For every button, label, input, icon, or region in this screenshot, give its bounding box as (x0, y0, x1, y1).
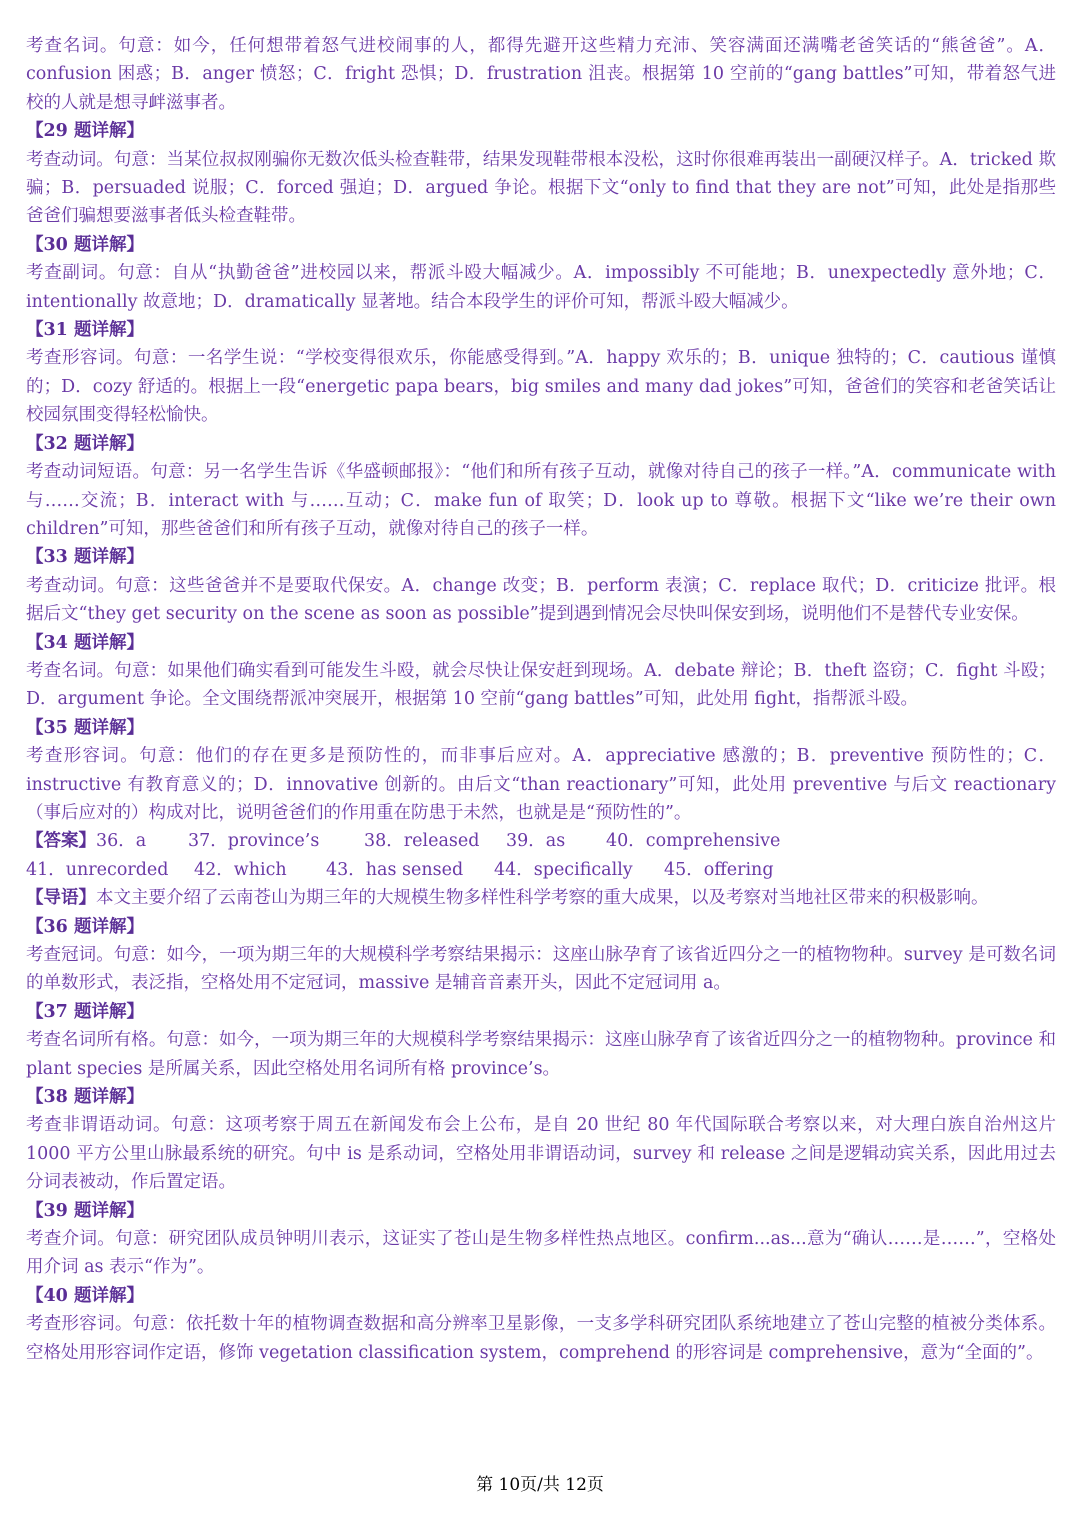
question-heading: 【34 题详解】 (26, 632, 144, 653)
answer-key (26, 827, 1056, 884)
question-heading: 【39 题详解】 (26, 1200, 144, 1221)
answer-item: 44．specifically (494, 859, 633, 880)
explanations-part-2 (26, 884, 1056, 1367)
answer-item: 36．a (96, 831, 147, 852)
answer-label: 【答案】 (26, 831, 96, 852)
explanation-paragraph: 考查冠词。句意：如今，一项为期三年的大规模科学考察结果揭示：这座山脉孕育了该省近四分之一的植物物种。survey 是可数名词的单数形式，表泛指，空格处用不定冠词，massive 是辅音音素开头，因此不定冠词用 a。 (26, 945, 1056, 994)
explanation-paragraph: 考查动词。句意：当某位叔叔刚骗你无数次低头检查鞋带，结果发现鞋带根本没松，这时你很难再装出一副硬汉样子。A．tricked 欺骗；B．persuaded 说服；C．forced 强迫；D．argued 争论。根据下文“only to find that they are not”可知，此处是指那些爸爸们骗想要滋事者低头检查鞋带。 (26, 149, 1056, 227)
question-heading: 【35 题详解】 (26, 717, 144, 738)
introduction-paragraph (26, 884, 1056, 912)
question-heading: 【29 题详解】 (26, 121, 144, 142)
explanation-paragraph: 考查非谓语动词。句意：这项考察于周五在新闻发布会上公布，是自 20 世纪 80 年代国际联合考察以来，对大理白族自治州这片 1000 平方公里山脉最系统的研究。句中 is 是系动词，空格处用非谓语动词，survey 和 release 之间是逻辑动宾关系，因此用过去分词表被动，作后置定语。 (26, 1115, 1056, 1193)
question-heading: 【36 题详解】 (26, 916, 144, 937)
question-heading: 【37 题详解】 (26, 1001, 144, 1022)
answer-item: 41．unrecorded (26, 859, 169, 880)
question-heading: 【40 题详解】 (26, 1285, 144, 1306)
answer-item: 37．province’s (188, 831, 320, 852)
question-heading: 【32 题详解】 (26, 433, 144, 454)
page-footer: 第 10页/共 12页 (476, 1475, 604, 1495)
answer-row-2 (26, 856, 1056, 884)
question-heading: 【38 题详解】 (26, 1087, 144, 1108)
document-body (26, 32, 1056, 1367)
explanation-paragraph: 考查介词。句意：研究团队成员钟明川表示，这证实了苍山是生物多样性热点地区。confirm...as...意为“确认……是……”，空格处用介词 as 表示“作为”。 (26, 1229, 1056, 1278)
explanation-paragraph: 考查形容词。句意：他们的存在更多是预防性的，而非事后应对。A．appreciative 感激的；B．preventive 预防性的；C．instructive 有教育意义的；D．innovative 创新的。由后文“than reactionary”可知，此处用 preventive 与后文 reactionary（事后应对的）构成对比，说明爸爸们的作用重在防患于未然，也就是是“预防性的”。 (26, 746, 1056, 823)
explanation-paragraph: 考查形容词。句意：依托数十年的植物调查数据和高分辨率卫星影像，一支多学科研究团队系统地建立了苍山完整的植被分类体系。空格处用形容词作定语，修饰 vegetation classification system，comprehend 的形容词是 comprehensive，意为“全面的”。 (26, 1314, 1056, 1363)
explanation-paragraph: 考查名词。句意：如果他们确实看到可能发生斗殴，就会尽快让保安赶到现场。A．debate 辩论；B．theft 盗窃；C．fight 斗殴；D．argument 争论。全文围绕帮派冲突展开，根据第 10 空前“gang battles”可知，此处用 fight，指帮派斗殴。 (26, 660, 1056, 710)
question-heading: 【31 题详解】 (26, 320, 144, 341)
question-heading: 【33 题详解】 (26, 547, 144, 568)
answer-item: 38．released (364, 831, 480, 852)
introduction-label: 【导语】 (26, 888, 96, 909)
introduction-text: 本文主要介绍了云南苍山为期三年的大规模生物多样性科学考察的重大成果，以及考察对当地社区带来的积极影响。 (96, 888, 989, 909)
answer-item: 42．which (194, 859, 287, 880)
answer-item: 40．comprehensive (606, 831, 781, 852)
explanation-paragraph: 考查动词短语。句意：另一名学生告诉《华盛顿邮报》：“他们和所有孩子互动，就像对待自己的孩子一样。”A．communicate with 与……交流；B．interact with 与……互动；C．make fun of 取笑；D．look up to 尊敬。根据下文“like we’re their own children”可知，那些爸爸们和所有孩子互动，就像对待自己的孩子一样。 (26, 462, 1056, 539)
explanation-paragraph: 考查名词所有格。句意：如今，一项为期三年的大规模科学考察结果揭示：这座山脉孕育了该省近四分之一的植物物种。province 和 plant species 是所属关系，因此空格处用名词所有格 province’s。 (26, 1030, 1056, 1079)
explanations-part-1 (26, 32, 1056, 827)
answer-item: 43．has sensed (326, 859, 464, 880)
explanation-paragraph: 考查副词。句意：自从“执勤爸爸”进校园以来，帮派斗殴大幅减少。A．impossibly 不可能地；B．unexpectedly 意外地；C．intentionally 故意地；D．dramatically 显著地。结合本段学生的评价可知，帮派斗殴大幅减少。 (26, 263, 1056, 312)
explanation-paragraph: 考查形容词。句意：一名学生说：“学校变得很欢乐，你能感受得到。”A．happy 欢乐的；B．unique 独特的；C．cautious 谨慎的；D．cozy 舒适的。根据上一段“energetic papa bears，big smiles and many dad jokes”可知，爸爸们的笑容和老爸笑话让校园氛围变得轻松愉快。 (26, 348, 1056, 426)
answer-item: 45．offering (664, 859, 774, 880)
explanation-paragraph: 考查动词。句意：这些爸爸并不是要取代保安。A．change 改变；B．perform 表演；C．replace 取代；D．criticize 批评。根据后文“they get security on the scene as soon as possible”提到遇到情况会尽快叫保安到场，说明他们不是替代专业安保。 (26, 575, 1056, 625)
answer-row-1 (26, 827, 1056, 855)
answer-item: 39．as (506, 831, 566, 852)
explanation-paragraph: 考查名词。句意：如今，任何想带着怒气进校闹事的人，都得先避开这些精力充沛、笑容满面还满嘴老爸笑话的“熊爸爸”。A．confusion 困惑；B．anger 愤怒；C．fright 恐惧；D．frustration 沮丧。根据第 10 空前的“gang battles”可知，带着怒气进校的人就是想寻衅滋事者。 (26, 36, 1056, 113)
question-heading: 【30 题详解】 (26, 234, 144, 255)
